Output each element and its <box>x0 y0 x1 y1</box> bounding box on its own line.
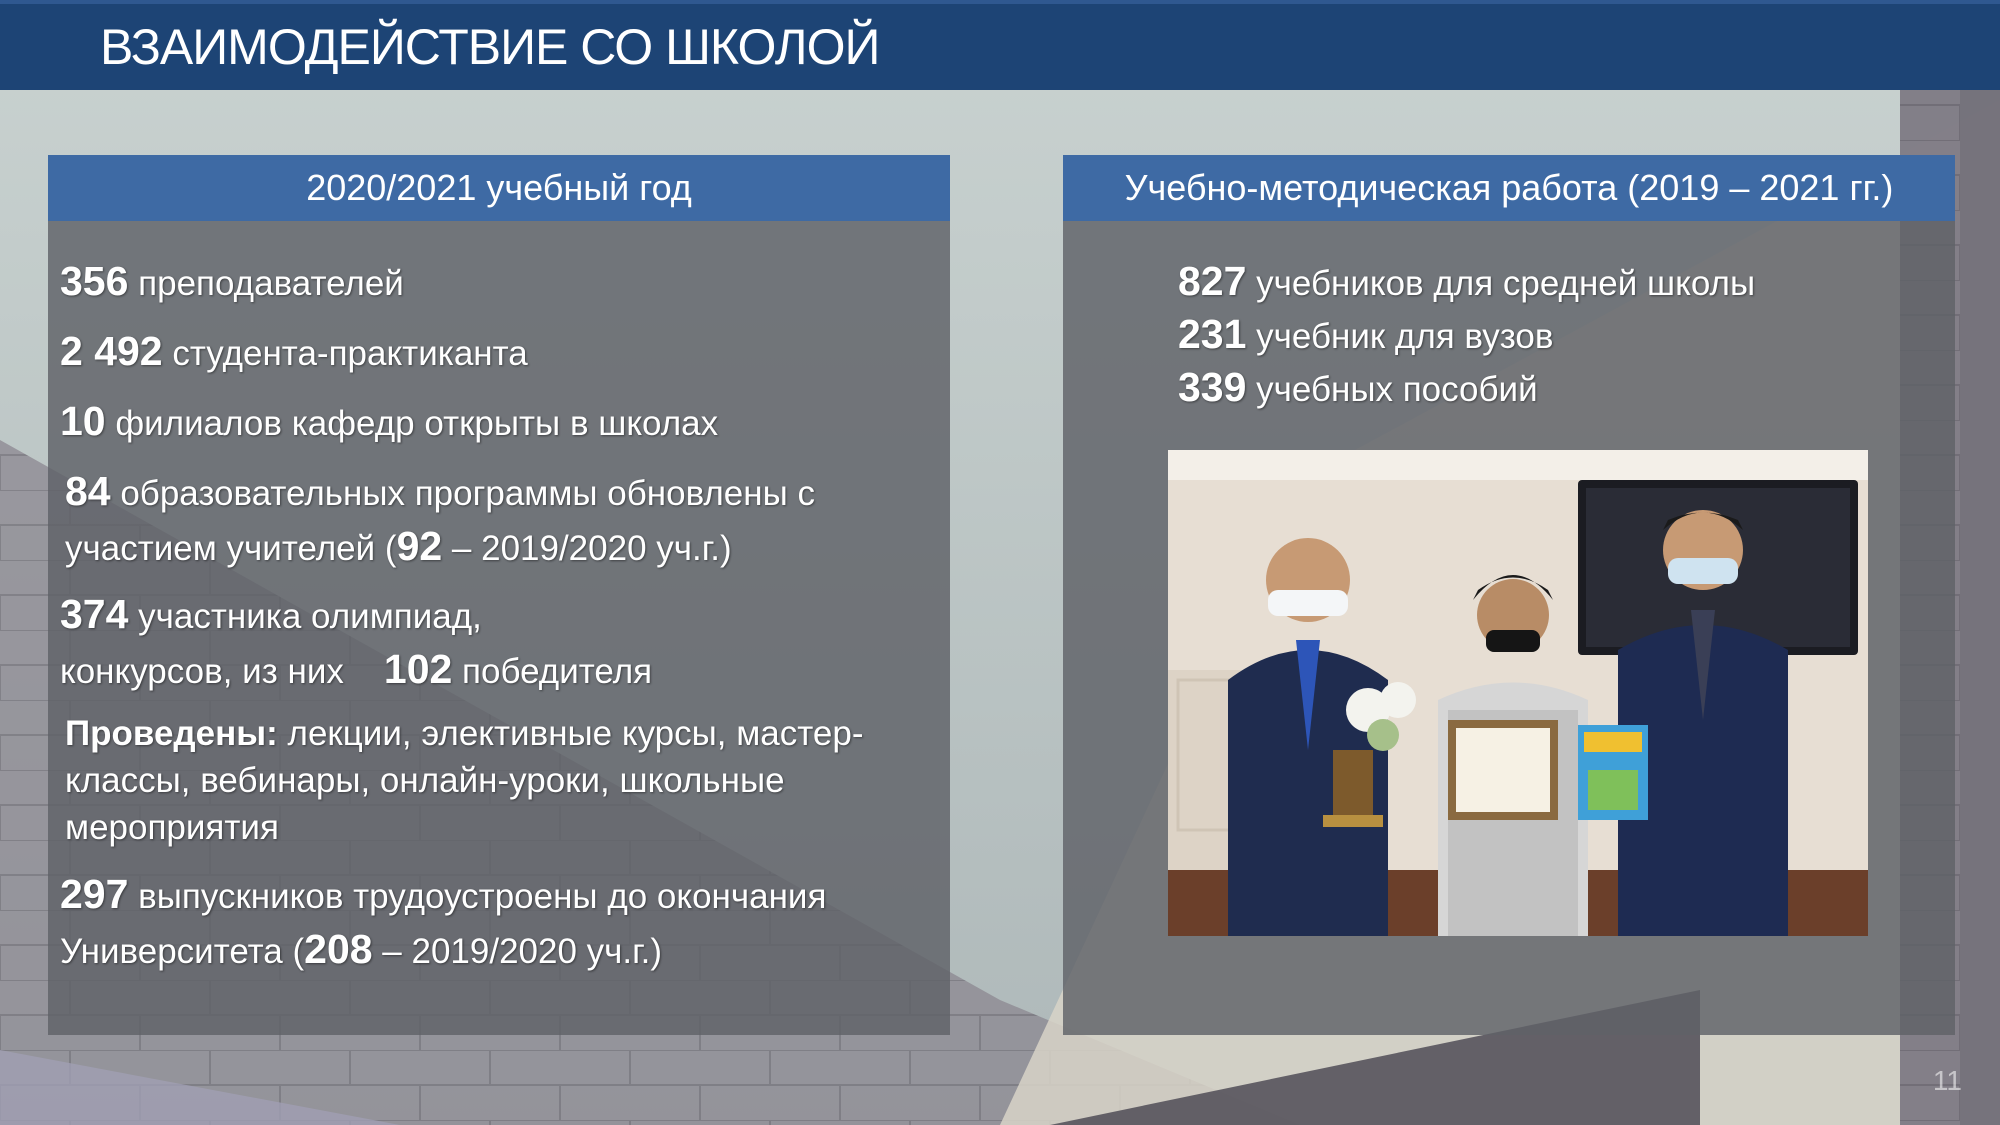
stat-branches <box>60 395 718 450</box>
stat-university-textbooks <box>1178 308 1553 363</box>
page-number: 11 <box>1932 1065 1962 1096</box>
stat-text: – 2019/2020 уч.г.) <box>442 529 732 568</box>
stat-number: 297 <box>60 871 129 917</box>
stat-study-guides <box>1178 361 1538 416</box>
stat-number: 10 <box>60 398 106 444</box>
stat-number: 339 <box>1178 364 1247 410</box>
stat-text: лекции, элективные курсы, мастер-классы, вебинары, онлайн-уроки, школьные мероприятия <box>65 714 864 847</box>
right-panel-header: Учебно-методическая работа (2019 – 2021 гг.) <box>1063 155 1955 221</box>
stat-interns <box>60 325 528 380</box>
stat-text: учебник для вузов <box>1246 317 1554 356</box>
stat-text: участием учителей ( <box>65 529 397 568</box>
stat-text: выпускников трудоустроены до окончания <box>128 877 827 916</box>
stat-text: Университета ( <box>60 932 305 971</box>
stat-olympiads <box>60 588 652 698</box>
stat-teachers <box>60 255 404 310</box>
title-bar <box>0 0 2000 90</box>
stat-text: филиалов кафедр открыты в школах <box>105 404 719 443</box>
stat-number: 102 <box>383 646 453 692</box>
stat-text: участника олимпиад, <box>128 597 482 636</box>
stat-text: образовательных программы обновлены с <box>110 474 815 513</box>
stat-text: студента-практиканта <box>162 334 528 373</box>
stat-number: 356 <box>60 258 129 304</box>
stat-number: 208 <box>304 926 373 972</box>
stat-events <box>65 710 955 851</box>
stat-programs <box>65 465 815 575</box>
stat-text: конкурсов, из них <box>60 652 344 691</box>
stat-text: – 2019/2020 уч.г.) <box>372 932 662 971</box>
stat-text: победителя <box>452 652 653 691</box>
stat-number: 827 <box>1178 258 1247 304</box>
page-title: ВЗАИМОДЕЙСТВИЕ СО ШКОЛОЙ <box>100 19 880 75</box>
stat-text: учебных пособий <box>1246 370 1538 409</box>
stat-graduates <box>60 868 826 978</box>
stat-number: 374 <box>60 591 129 637</box>
stat-text: преподавателей <box>128 264 404 303</box>
left-panel-header: 2020/2021 учебный год <box>48 155 950 221</box>
stat-number: 84 <box>65 468 111 514</box>
stat-text: учебников для средней школы <box>1246 264 1756 303</box>
stat-number: 231 <box>1178 311 1247 357</box>
stat-school-textbooks <box>1178 255 1755 310</box>
award-ceremony-photo <box>1168 450 1868 936</box>
stat-number: 92 <box>396 523 443 569</box>
stat-label: Проведены: <box>65 714 278 753</box>
stat-number: 2 492 <box>60 328 163 374</box>
